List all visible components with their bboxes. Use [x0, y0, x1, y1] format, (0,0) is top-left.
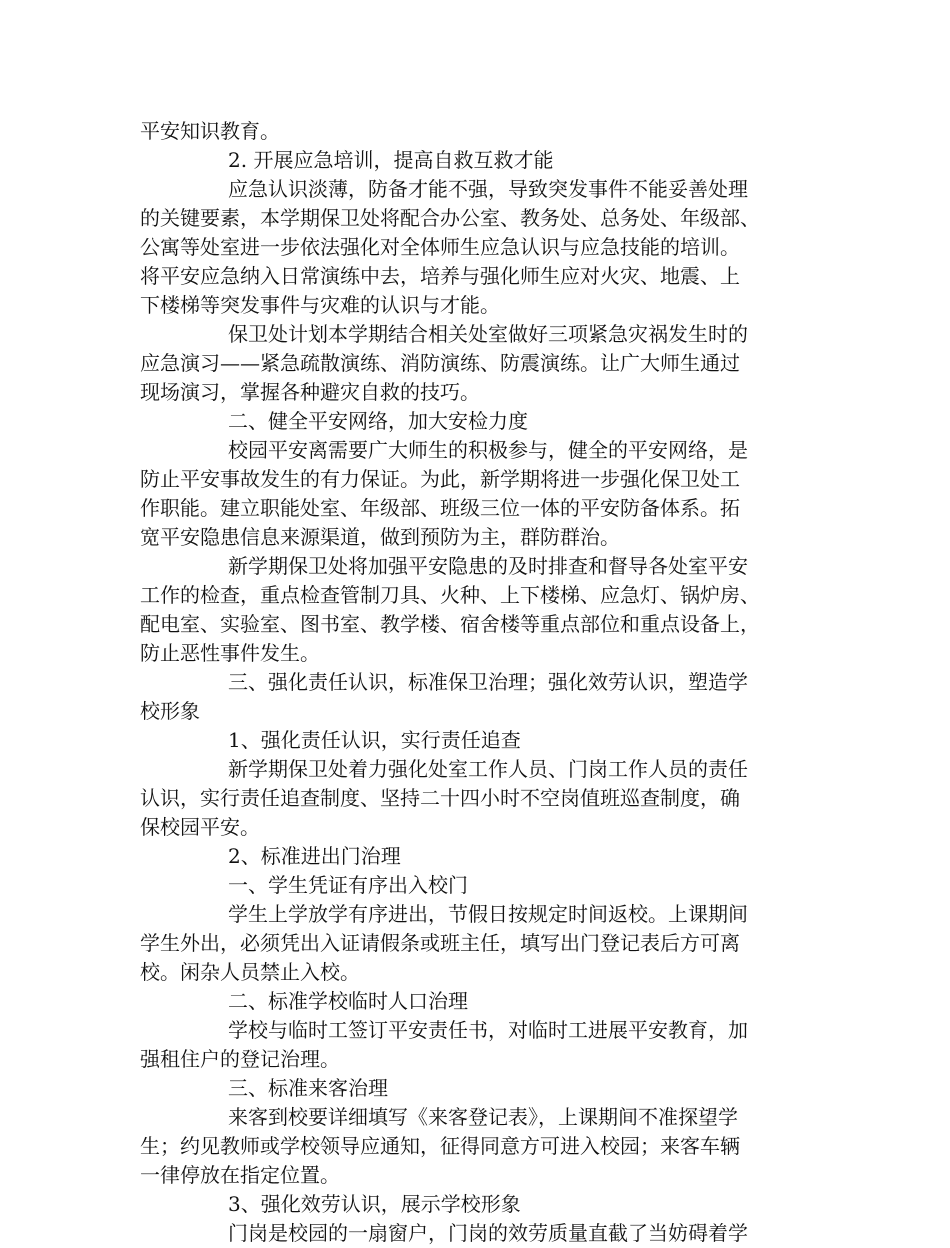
text-line: 新学期保卫处将加强平安隐患的及时排查和督导各处室平安 — [228, 554, 748, 578]
text-line: 作职能。建立职能处室、年级部、班级三位一体的平安防备体系。拓 — [140, 496, 740, 520]
text-line: 防止恶性事件发生。 — [140, 641, 320, 665]
document-body — [140, 117, 820, 1248]
text-line: 将平安应急纳入日常演练中去，培养与强化师生应对火灾、地震、上 — [140, 264, 740, 288]
text-line: 学生外出，必须凭出入证请假条或班主任，填写出门登记表后方可离 — [140, 931, 740, 955]
text-line: 1、强化责任认识，实行责任追查 — [228, 728, 521, 752]
text-line: 3、强化效劳认识，展示学校形象 — [228, 1192, 521, 1216]
text-line: 工作的检查，重点检查管制刀具、火种、上下楼梯、应急灯、锅炉房、 — [140, 583, 760, 607]
text-line: 保校园平安。 — [140, 815, 260, 839]
text-line: 二、健全平安网络，加大安检力度 — [228, 409, 528, 433]
text-line: 下楼梯等突发事件与灾难的认识与才能。 — [140, 293, 500, 317]
text-line: 2、标准进出门治理 — [228, 844, 401, 868]
text-line: 三、标准来客治理 — [228, 1076, 388, 1100]
text-line: 学校与临时工签订平安责任书，对临时工进展平安教育，加 — [228, 1018, 748, 1042]
text-line: 校园平安离需要广大师生的积极参与，健全的平安网络，是 — [228, 438, 748, 462]
text-line: 2. 开展应急培训，提高自救互救才能 — [228, 148, 554, 172]
text-line: 应急演习——紧急疏散演练、消防演练、防震演练。让广大师生通过 — [140, 351, 740, 375]
text-line: 一、学生凭证有序出入校门 — [228, 873, 468, 897]
text-line: 现场演习，掌握各种避灾自救的技巧。 — [140, 380, 480, 404]
text-line: 校形象 — [140, 699, 200, 723]
text-line: 防止平安事故发生的有力保证。为此，新学期将进一步强化保卫处工 — [140, 467, 740, 491]
text-line: 校。闲杂人员禁止入校。 — [140, 960, 360, 984]
text-line: 平安知识教育。 — [140, 119, 280, 143]
text-line: 三、强化责任认识，标准保卫治理；强化效劳认识，塑造学 — [228, 670, 748, 694]
text-line: 强租住户的登记治理。 — [140, 1047, 340, 1071]
text-line: 配电室、实验室、图书室、教学楼、宿舍楼等重点部位和重点设备上， — [140, 612, 760, 636]
text-line: 新学期保卫处着力强化处室工作人员、门岗工作人员的责任 — [228, 757, 748, 781]
text-line: 生；约见教师或学校领导应通知，征得同意方可进入校园；来客车辆 — [140, 1134, 740, 1158]
text-line: 的关键要素，本学期保卫处将配合办公室、教务处、总务处、年级部、 — [140, 206, 760, 230]
text-line: 来客到校要详细填写《来客登记表》，上课期间不准探望学 — [228, 1105, 738, 1129]
text-line: 公寓等处室进一步依法强化对全体师生应急认识与应急技能的培训。 — [140, 235, 740, 259]
text-line: 应急认识淡薄，防备才能不强，导致突发事件不能妥善处理 — [228, 177, 748, 201]
text-line: 宽平安隐患信息来源渠道，做到预防为主，群防群治。 — [140, 525, 620, 549]
text-line: 认识，实行责任追查制度、坚持二十四小时不空岗值班巡查制度，确 — [140, 786, 740, 810]
text-line: 学生上学放学有序进出，节假日按规定时间返校。上课期间 — [228, 902, 748, 926]
text-line: 门岗是校园的一扇窗户，门岗的效劳质量直截了当妨碍着学 — [228, 1221, 748, 1245]
text-line: 二、标准学校临时人口治理 — [228, 989, 468, 1013]
text-line: 一律停放在指定位置。 — [140, 1163, 340, 1187]
text-line: 保卫处计划本学期结合相关处室做好三项紧急灾祸发生时的 — [228, 322, 748, 346]
